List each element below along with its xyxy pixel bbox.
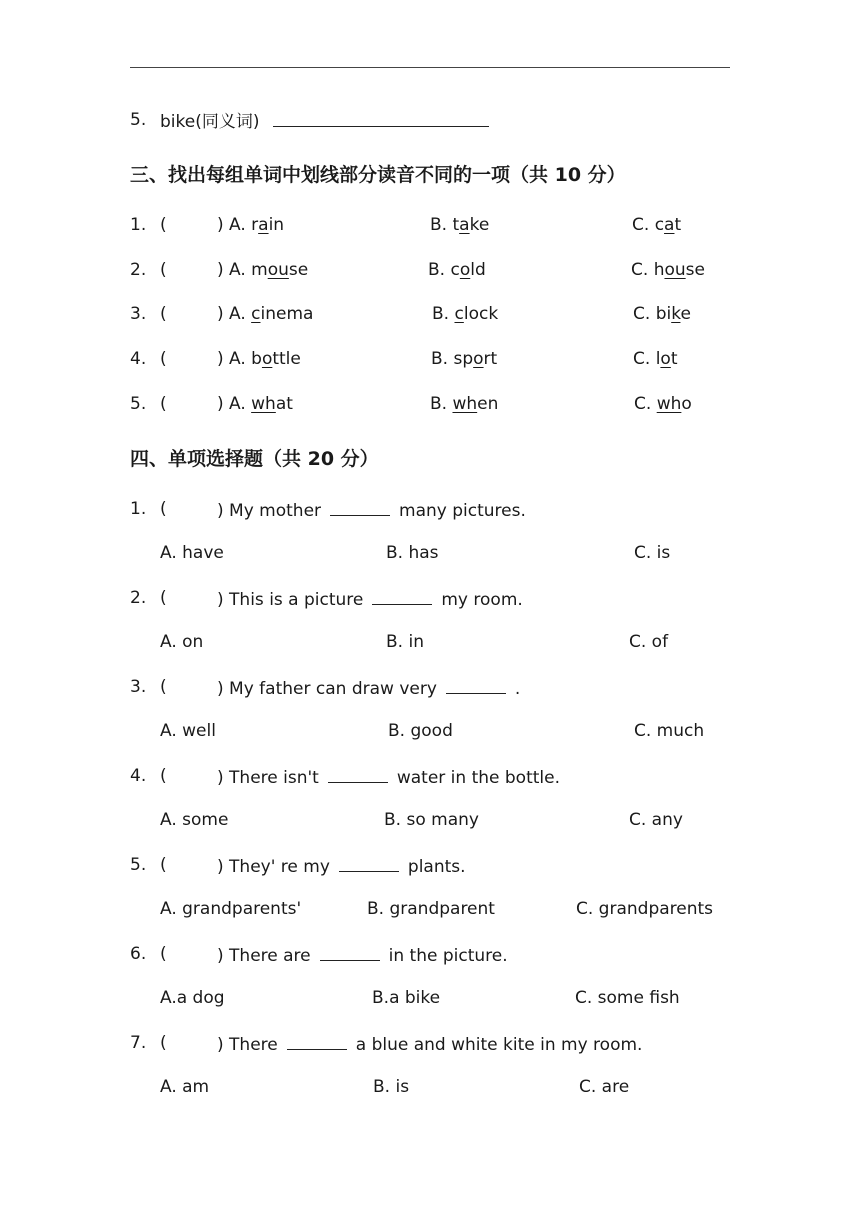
answer-paren-close: ) [217, 590, 230, 610]
answer-paren[interactable]: ( [160, 588, 167, 608]
answer-paren-close: ) [217, 501, 230, 521]
fill-blank[interactable] [328, 766, 388, 783]
choice-c[interactable]: C. any [629, 810, 683, 830]
option-label: B. [430, 394, 453, 414]
stem-text: There isn't [229, 768, 319, 788]
top-rule [130, 67, 730, 68]
question-stem [217, 944, 508, 966]
question-stem [217, 588, 523, 610]
word-part: c [450, 260, 460, 280]
option-label: C. [633, 349, 656, 369]
word-part: m [251, 260, 268, 280]
option-b [428, 260, 486, 280]
stem-text: in the picture. [388, 946, 508, 966]
option-label: B. [431, 349, 454, 369]
answer-paren[interactable]: ( [160, 304, 167, 324]
synonym-item [130, 110, 146, 130]
choice-c[interactable]: C. much [634, 721, 705, 741]
synonym-text [160, 110, 489, 132]
word-part: bi [655, 304, 672, 324]
fill-blank[interactable] [372, 588, 432, 605]
answer-paren[interactable]: ( [160, 260, 167, 280]
question-number: 7. [130, 1033, 147, 1053]
choice-a[interactable]: A. am [160, 1077, 210, 1097]
option-b [431, 349, 497, 369]
underlined-letters: a [664, 215, 675, 235]
choice-b[interactable]: B.a bike [372, 988, 441, 1008]
choice-b[interactable]: B. has [386, 543, 439, 563]
underlined-letters: o [660, 349, 671, 369]
word-part: rt [483, 349, 498, 369]
underlined-letters: a [459, 215, 470, 235]
question-number: 4. [130, 766, 147, 786]
stem-text: My father can draw very [229, 679, 437, 699]
answer-paren-close: ) [217, 260, 224, 280]
word-part: lock [463, 304, 499, 324]
item-number: 2. [130, 260, 147, 280]
item-number: 5. [130, 110, 147, 130]
option-c [634, 394, 692, 414]
choice-c[interactable]: C. grandparents [576, 899, 714, 919]
answer-paren-close: ) [217, 394, 224, 414]
word-part: in [268, 215, 285, 235]
word-part: h [653, 260, 665, 280]
option-label: A. [229, 394, 252, 414]
question-stem [217, 855, 466, 877]
answer-paren[interactable]: ( [160, 944, 167, 964]
stem-text: My mother [229, 501, 322, 521]
answer-paren[interactable]: ( [160, 394, 167, 414]
question-number: 6. [130, 944, 147, 964]
fill-blank[interactable] [287, 1033, 347, 1050]
answer-paren-close: ) [217, 349, 224, 369]
choice-c[interactable]: C. of [629, 632, 669, 652]
underlined-letters: c [454, 304, 464, 324]
word-part: t [674, 215, 682, 235]
answer-paren[interactable]: ( [160, 349, 167, 369]
word-part: ld [470, 260, 486, 280]
word-part: b [251, 349, 262, 369]
section-4-title: 四、单项选择题（共 20 分） [130, 448, 379, 470]
option-label: C. [633, 304, 656, 324]
word-part: c [654, 215, 665, 235]
option-a [229, 304, 313, 324]
question-stem [217, 499, 526, 521]
option-label: C. [631, 260, 654, 280]
option-label: C. [634, 394, 657, 414]
option-a [229, 260, 308, 280]
choice-c[interactable]: C. some fish [575, 988, 680, 1008]
choice-a[interactable]: A. have [160, 543, 224, 563]
answer-paren[interactable]: ( [160, 215, 167, 235]
word-part: l [655, 349, 661, 369]
option-label: B. [430, 215, 453, 235]
answer-paren-close: ) [217, 946, 230, 966]
stem-text: They' re my [229, 857, 330, 877]
answer-paren[interactable]: ( [160, 766, 167, 786]
option-b [430, 394, 498, 414]
word-part: at [275, 394, 293, 414]
question-number: 1. [130, 499, 147, 519]
question-number: 5. [130, 855, 147, 875]
item-number: 3. [130, 304, 147, 324]
answer-paren[interactable]: ( [160, 855, 167, 875]
question-stem [217, 1033, 642, 1055]
answer-paren-close: ) [217, 304, 224, 324]
word-part: t [670, 349, 678, 369]
word-part: r [251, 215, 259, 235]
question-stem [217, 677, 520, 699]
item-number: 5. [130, 394, 147, 414]
word-part: en [477, 394, 499, 414]
fill-blank[interactable] [330, 499, 390, 516]
word-part: e [680, 304, 691, 324]
option-b [430, 215, 489, 235]
option-c [633, 349, 678, 369]
option-c [633, 304, 691, 324]
choice-b[interactable]: B. so many [384, 810, 479, 830]
option-label: A. [229, 215, 252, 235]
choice-b[interactable]: B. is [373, 1077, 410, 1097]
option-c [632, 215, 681, 235]
underlined-letters: ou [664, 260, 686, 280]
choice-b[interactable]: B. in [386, 632, 424, 652]
underlined-letters: o [459, 260, 471, 280]
choice-b[interactable]: B. good [388, 721, 453, 741]
synonym-prompt: bike(同义词) [160, 112, 260, 132]
underlined-letters: wh [251, 394, 276, 414]
stem-text: This is a picture [229, 590, 364, 610]
answer-paren-close: ) [217, 215, 224, 235]
answer-paren-close: ) [217, 857, 230, 877]
stem-text: my room. [441, 590, 523, 610]
word-part: t [452, 215, 460, 235]
answer-paren[interactable]: ( [160, 677, 167, 697]
option-b [432, 304, 498, 324]
stem-text: . [514, 679, 521, 699]
option-a [229, 215, 284, 235]
option-c [631, 260, 705, 280]
word-part: ttle [272, 349, 301, 369]
underlined-letters: a [258, 215, 269, 235]
question-number: 2. [130, 588, 147, 608]
section-3-title: 三、找出每组单词中划线部分读音不同的一项（共 10 分） [130, 164, 626, 186]
choice-b[interactable]: B. grandparent [367, 899, 495, 919]
stem-text: plants. [407, 857, 466, 877]
answer-paren[interactable]: ( [160, 1033, 167, 1053]
option-a [229, 349, 301, 369]
fill-blank[interactable] [446, 677, 506, 694]
stem-text: many pictures. [399, 501, 526, 521]
answer-paren-close: ) [217, 1035, 230, 1055]
underlined-letters: k [671, 304, 681, 324]
word-part: se [685, 260, 705, 280]
fill-blank[interactable] [339, 855, 399, 872]
word-part: o [681, 394, 692, 414]
answer-paren-close: ) [217, 768, 230, 788]
word-part: se [288, 260, 309, 280]
choice-a[interactable]: A. well [160, 721, 216, 741]
word-part: ke [469, 215, 490, 235]
underlined-letters: ou [267, 260, 289, 280]
question-stem [217, 766, 560, 788]
choice-a[interactable]: A.a dog [160, 988, 225, 1008]
option-a [229, 394, 293, 414]
option-label: A. [229, 304, 252, 324]
stem-text: water in the bottle. [396, 768, 560, 788]
option-label: A. [229, 260, 252, 280]
option-label: C. [632, 215, 655, 235]
option-label: A. [229, 349, 252, 369]
choice-a[interactable]: A. grandparents' [160, 899, 302, 919]
stem-text: There [229, 1035, 278, 1055]
fill-blank[interactable] [320, 944, 380, 961]
underlined-letters: c [251, 304, 261, 324]
underlined-letters: wh [452, 394, 478, 414]
choice-c[interactable]: C. are [579, 1077, 630, 1097]
choice-a[interactable]: A. some [160, 810, 229, 830]
stem-text: a blue and white kite in my room. [355, 1035, 643, 1055]
option-label: B. [428, 260, 451, 280]
underlined-letters: wh [656, 394, 682, 414]
option-label: B. [432, 304, 455, 324]
word-part: inema [260, 304, 314, 324]
underlined-letters: o [473, 349, 484, 369]
question-number: 3. [130, 677, 147, 697]
choice-a[interactable]: A. on [160, 632, 204, 652]
answer-paren-close: ) [217, 679, 230, 699]
underlined-letters: o [261, 349, 273, 369]
answer-blank[interactable] [273, 110, 489, 127]
item-number: 4. [130, 349, 147, 369]
word-part: sp [453, 349, 474, 369]
answer-paren[interactable]: ( [160, 499, 167, 519]
stem-text: There are [229, 946, 311, 966]
item-number: 1. [130, 215, 147, 235]
choice-c[interactable]: C. is [634, 543, 671, 563]
